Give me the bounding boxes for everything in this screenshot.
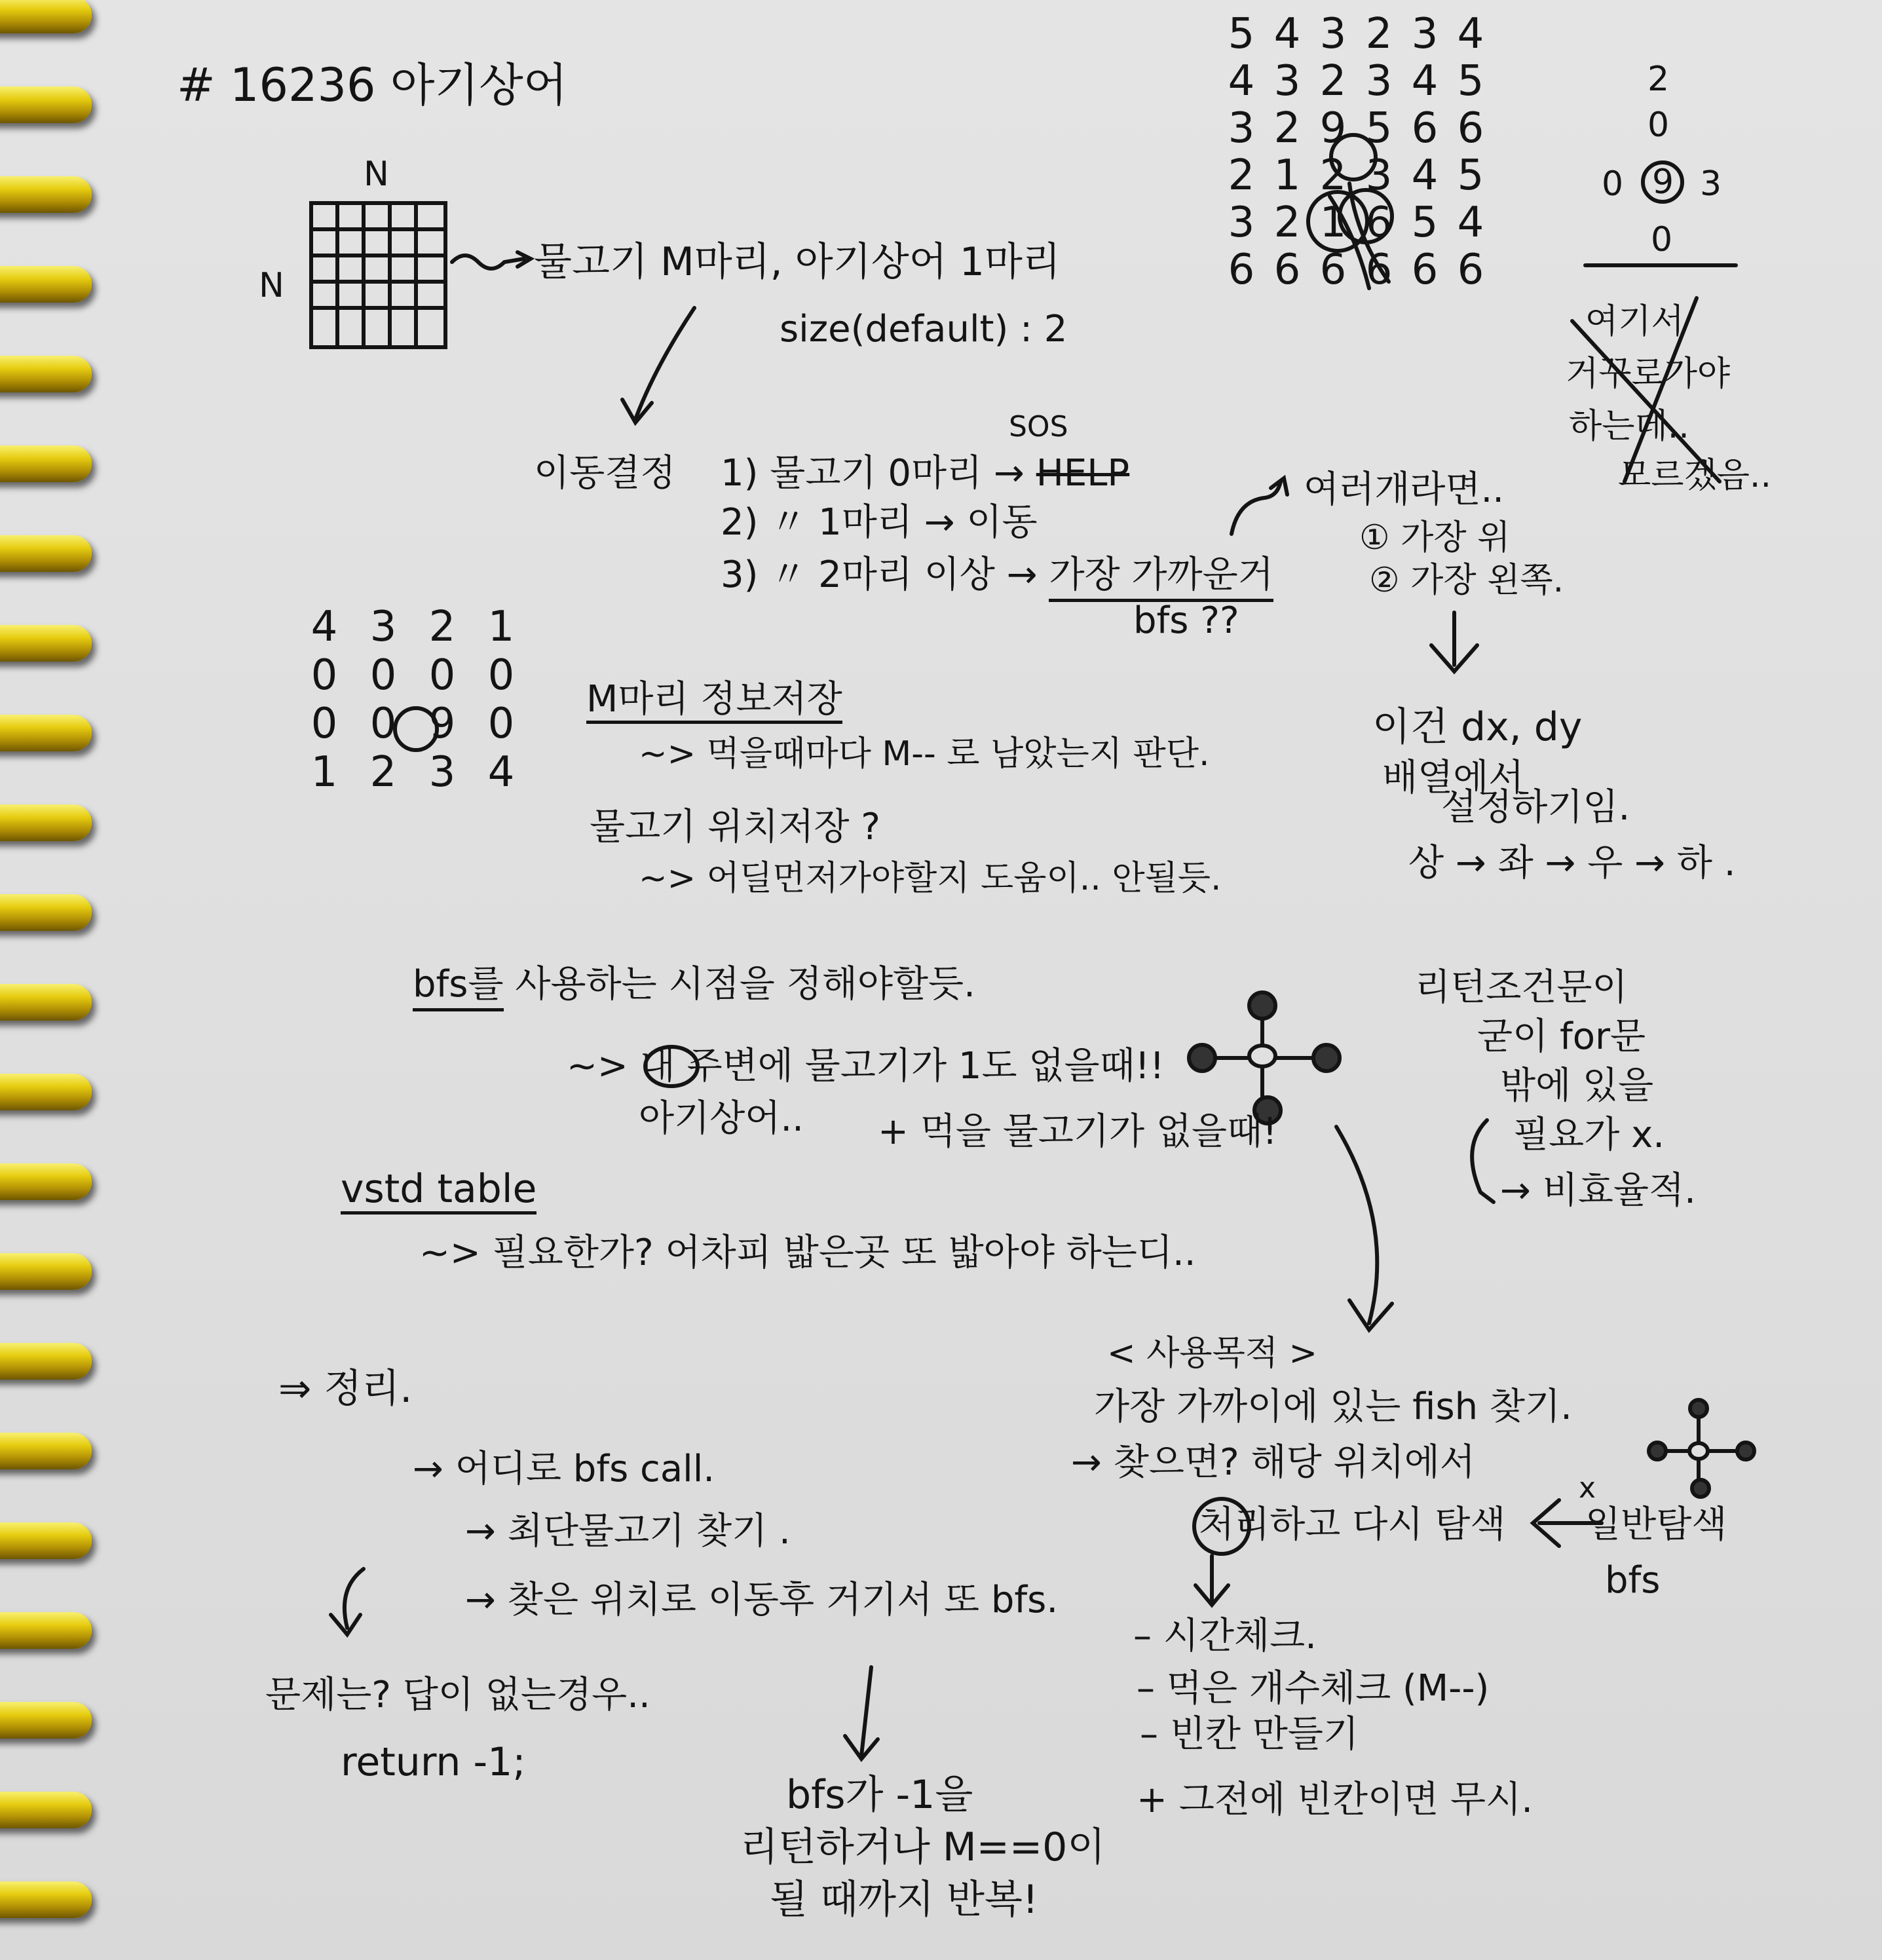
usage-line-3-rest: 하고 다시 탐색 <box>1270 1503 1506 1546</box>
big-grid-cell: 2 <box>1365 10 1393 58</box>
dxdy-note-1: 이건 dx, dy <box>1372 704 1583 750</box>
usage-line-3 <box>1199 1503 1506 1546</box>
big-grid-cell: 3 <box>1411 10 1439 58</box>
summary-loop-3: 될 때까지 반복! <box>770 1877 1038 1923</box>
bfs-timing-1 <box>413 963 975 1006</box>
bfs-timing-underlined: bfs를 <box>413 963 504 1011</box>
small-grid-cell: 0 <box>311 700 338 748</box>
big-grid-cell: 2 <box>1273 198 1301 247</box>
big-grid-cell: 3 <box>1228 198 1255 247</box>
many-heading: 여러개라면.. <box>1304 468 1505 511</box>
big-grid-cell: 2 <box>1273 104 1301 153</box>
struck-note-4: 모르겠음.. <box>1618 456 1771 495</box>
general-x: x <box>1579 1471 1596 1505</box>
rule-1-prefix: 1) 물고기 0마리 → <box>721 452 1025 495</box>
big-grid-cell: 9 <box>1319 104 1347 153</box>
big-grid-cell: 1 <box>1273 151 1301 200</box>
grid-top-label: N <box>364 155 389 194</box>
rule-3-prefix: 3) 〃 2마리 이상 → <box>721 554 1038 596</box>
cross-mid: 0 <box>1647 105 1670 145</box>
summary-loop-2: 리턴하거나 M==0이 <box>740 1824 1106 1870</box>
small-grid-cell: 2 <box>428 603 456 651</box>
small-grid-cell: 0 <box>369 700 397 748</box>
small-grid-cell: 0 <box>428 651 456 700</box>
dxdy-note-2: 배열에서 <box>1382 757 1524 799</box>
rule-3 <box>721 554 1273 596</box>
big-grid-cell: 6 <box>1319 246 1347 294</box>
summary-line-1: → 어디로 bfs call. <box>413 1448 715 1490</box>
many-2: ② 가장 왼쪽. <box>1369 561 1564 600</box>
big-grid-cell: 5 <box>1411 198 1439 247</box>
fish-line: 물고기 M마리, 아기상어 1마리 <box>534 239 1061 285</box>
big-grid-cell: 5 <box>1457 151 1484 200</box>
big-grid-cell: 4 <box>1457 10 1484 58</box>
usage-heading: < 사용목적 > <box>1107 1334 1318 1373</box>
big-grid-cell: 3 <box>1365 57 1393 105</box>
cross-top: 2 <box>1647 60 1670 99</box>
big-grid-cell: 3 <box>1319 10 1347 58</box>
big-grid-cell: 4 <box>1228 57 1255 105</box>
big-grid-cell: 6 <box>1411 104 1439 153</box>
big-grid-cell: 4 <box>1457 198 1484 247</box>
big-grid-cell: 6 <box>1273 246 1301 294</box>
big-grid-cell: 3 <box>1365 151 1393 200</box>
save-line-2-sub: ~> 어딜먼저가야할지 도움이.. 안될듯. <box>639 859 1222 898</box>
small-grid-cell: 3 <box>428 748 456 797</box>
summary-line-3: → 찾은 위치로 이동후 거기서 또 bfs. <box>465 1579 1059 1621</box>
big-grid-cell: 6 <box>1457 246 1484 294</box>
big-number-grid <box>1218 10 1494 294</box>
big-grid-cell: 6 <box>1457 104 1484 153</box>
summary-loop-1: bfs가 -1을 <box>786 1772 973 1818</box>
small-grid-cell: 0 <box>369 651 397 700</box>
bfs-timing-circled: 내 <box>639 1045 675 1087</box>
big-grid-cell: 3 <box>1228 104 1255 153</box>
bfs-timing-2: ~> 내 주변에 물고기가 1도 없을때!! <box>567 1045 1165 1087</box>
summary-line-2: → 최단물고기 찾기 . <box>465 1510 791 1553</box>
small-grid-cell: 4 <box>311 603 338 651</box>
note-title: # 16236 아기상어 <box>177 58 568 112</box>
save-line-1-sub: ~> 먹을때마다 M-- 로 남았는지 판단. <box>639 734 1210 774</box>
summary-return: return -1; <box>341 1739 526 1785</box>
bfs-question: bfs ?? <box>1133 599 1239 642</box>
big-grid-cell: 4 <box>1411 151 1439 200</box>
small-grid-cell: 3 <box>369 603 397 651</box>
movement-heading: 이동결정 <box>534 452 676 495</box>
small-grid-cell: 0 <box>487 700 515 748</box>
save-line-1: M마리 정보저장 <box>586 681 842 724</box>
big-grid-cell: 2 <box>1319 151 1347 200</box>
cross-bottom: 0 <box>1651 220 1673 259</box>
bfs-timing-3: 아기상어.. <box>639 1097 804 1140</box>
grid-side-label: N <box>259 266 284 305</box>
return-note-5: → 비효율적. <box>1500 1169 1696 1212</box>
big-grid-cell: 5 <box>1365 104 1393 153</box>
struck-note-2: 거꾸로가야 <box>1566 354 1731 394</box>
cross-center: 9 <box>1652 162 1674 202</box>
rule-1 <box>721 452 1130 495</box>
summary-heading: ⇒ 정리. <box>278 1366 413 1412</box>
big-grid-cell: 6 <box>1365 198 1393 247</box>
usage-circled: 처리 <box>1199 1503 1270 1546</box>
summary-problem: 문제는? 답이 없는경우.. <box>265 1674 650 1716</box>
usage-check-3: – 빈칸 만들기 <box>1140 1713 1359 1756</box>
big-grid-cell: 3 <box>1273 57 1301 105</box>
big-grid-cell: 5 <box>1457 57 1484 105</box>
big-grid-cell: 5 <box>1228 10 1255 58</box>
bfs-timing-rest: 사용하는 시점을 정해야할듯. <box>515 963 975 1006</box>
sos-label: SOS <box>1009 410 1068 443</box>
small-grid-cell: 0 <box>487 651 515 700</box>
return-note-4: 필요가 x. <box>1513 1114 1665 1156</box>
big-grid-cell: 2 <box>1319 57 1347 105</box>
bfs-timing-2-rest: 주변에 물고기가 1도 없을때!! <box>687 1045 1165 1087</box>
return-note-1: 리턴조건문이 <box>1415 966 1628 1009</box>
big-grid-cell: 6 <box>1411 246 1439 294</box>
usage-line-1: 가장 가까이에 있는 fish 찾기. <box>1094 1385 1572 1428</box>
save-line-2: 물고기 위치저장 ? <box>590 806 880 848</box>
cross-left: 0 <box>1602 164 1624 204</box>
big-grid-cell: 4 <box>1273 10 1301 58</box>
general-search: 일반탐색 <box>1585 1503 1727 1546</box>
struck-note-3: 하는데.. <box>1569 407 1689 446</box>
vstd-heading: vstd table <box>341 1169 536 1215</box>
usage-check-4: + 그전에 빈칸이면 무시. <box>1137 1779 1533 1821</box>
struck-note-1: 여기서 <box>1585 302 1684 341</box>
usage-check-2: – 먹은 개수체크 (M--) <box>1137 1667 1490 1710</box>
rule-2: 2) 〃 1마리 → 이동 <box>721 501 1038 544</box>
size-line: size(default) : 2 <box>780 308 1068 350</box>
bfs-timing-4: + 먹을 물고기가 없을때! <box>878 1110 1277 1153</box>
general-bfs: bfs <box>1605 1559 1661 1602</box>
many-1: ① 가장 위 <box>1359 518 1511 557</box>
big-grid-cell: 6 <box>1365 246 1393 294</box>
return-note-3: 밖에 있을 <box>1500 1065 1654 1107</box>
small-number-grid <box>295 603 531 797</box>
small-grid-cell: 4 <box>487 748 515 797</box>
big-grid-cell: 6 <box>1228 246 1255 294</box>
small-grid-cell: 2 <box>369 748 397 797</box>
small-grid-cell: 9 <box>428 700 456 748</box>
big-grid-cell: 1 <box>1319 198 1347 247</box>
big-grid-cell: 2 <box>1228 151 1255 200</box>
rule-1-struck: HELP <box>1036 452 1130 495</box>
cross-right: 3 <box>1700 164 1722 204</box>
vstd-line: ~> 필요한가? 어차피 밟은곳 또 밟아야 하는디.. <box>419 1232 1196 1274</box>
usage-check-1: – 시간체크. <box>1133 1615 1317 1657</box>
usage-line-2: → 찾으면? 해당 위치에서 <box>1071 1441 1475 1484</box>
return-note-2: 굳이 for문 <box>1477 1015 1646 1058</box>
small-grid-cell: 0 <box>311 651 338 700</box>
small-grid-cell: 1 <box>487 603 515 651</box>
big-grid-cell: 4 <box>1411 57 1439 105</box>
dxdy-note-4: 상 → 좌 → 우 → 하 . <box>1408 842 1736 884</box>
rule-3-underlined: 가장 가까운거 <box>1049 554 1273 602</box>
dxdy-note-3: 설정하기임. <box>1441 786 1630 829</box>
small-grid-cell: 1 <box>311 748 338 797</box>
